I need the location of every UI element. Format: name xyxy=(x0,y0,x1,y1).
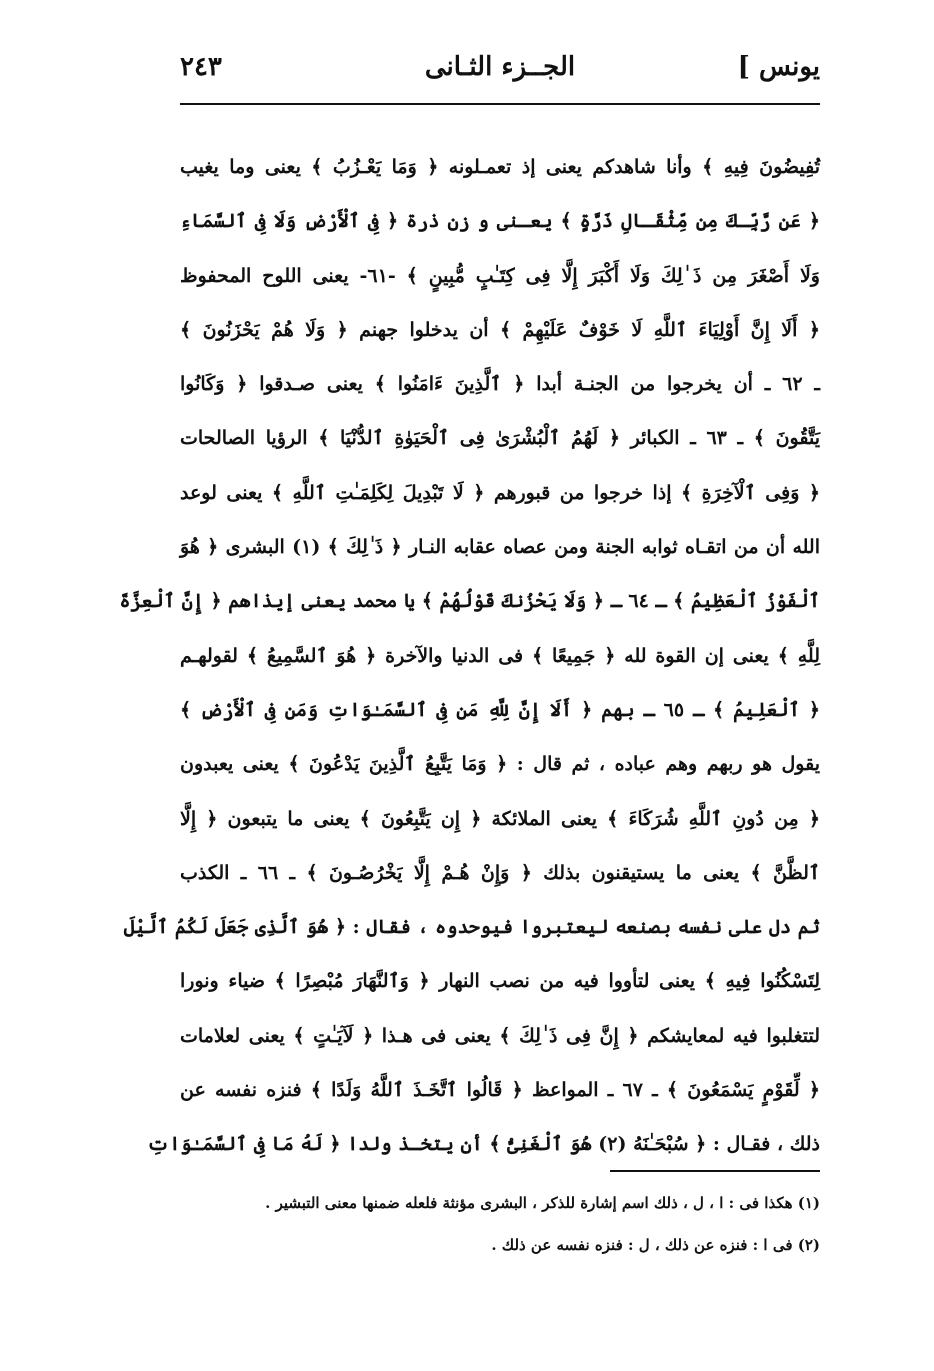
part-title: الجــزء الثـانى xyxy=(424,52,576,82)
main-text xyxy=(119,140,821,1156)
text-line: وَلَا أَصْغَرَ مِن ذَ ٰلِكَ وَلَا أَكْبَرَ إِلَّا فِى كِتَـٰبٍ مُّبِينٍ ﴾ -٦١- يعنى اللوح المحفوظ xyxy=(180,264,820,287)
text-line: ﴿ عَن رَّبِّـكَ مِن مِّثْقَـالِ ذَرَّةٍ ﴾ يعـنى و زن ذرة ﴿ فِى ٱلْأَرْضِ وَلَا فِى ٱلسَّمَاءِ xyxy=(180,210,820,233)
text-line: ﴿ وَفِى ٱلْآخِرَةِ ﴾ إذا خرجوا من قبورهم ﴿ لَا تَبْدِيلَ لِكَلِمَـٰتِ ٱللَّهِ ﴾ يعنى لوعد xyxy=(180,481,820,504)
text-line: ثم دل على نفسه بصنعه ليعتبروا فيوحدوه ، فقال : ﴿ هُوَ ٱلَّذِى جَعَلَ لَكُمُ ٱلَّيْلَ xyxy=(123,916,820,939)
text-line: لِلَّهِ ﴾ يعنى إن القوة لله ﴿ جَمِيعًا ﴾ فى الدنيا والآخرة ﴿ هُوَ ٱلسَّمِيعُ ﴾ لقولهـم xyxy=(180,644,820,667)
header-divider xyxy=(180,103,820,105)
page-number: ٢٤٣ xyxy=(180,52,222,82)
text-line: ٱلظَّنَّ ﴾ يعنى ما يستيقنون بذلك ﴿ وَإِنْ هُـمْ إِلَّا يَخْرُصُـونَ ﴾ ـ ٦٦ ـ الكذب xyxy=(180,861,821,884)
footnote-2: (٢) فى ا : فنزه عن ذلك ، ل : فنزه نفسه عن ذلك . xyxy=(491,1236,820,1254)
text-line: ﴿ ٱلْعَلِيمُ ﴾ ـ ٦٥ ـ بهم ﴿ أَلَا إِنَّ لِلَّهِ مَن فِى ٱلسَّمَـٰوَاتِ وَمَن فِى ٱلْأَرْضِ ﴾ xyxy=(180,698,821,721)
sura-title: يونس ] xyxy=(737,52,820,82)
text-line: يقول هو ربهم وهم عباده ، ثم قال : ﴿ وَمَا يَتَّبِعُ ٱلَّذِينَ يَدْعُونَ ﴾ يعنى يعبدون xyxy=(180,753,820,776)
text-line: ﴿ أَلَا إِنَّ أَوْلِيَاءَ ٱللَّهِ لَا خَوْفٌ عَلَيْهِمْ ﴾ أن يدخلوا جهنم ﴿ وَلَا هُمْ يَحْزَنُونَ ﴾ xyxy=(180,318,820,341)
text-line: ﴿ لِّقَوْمٍ يَسْمَعُونَ ﴾ ـ ٦٧ ـ المواعظ ﴿ قَالُوا ٱتَّخَـذَ ٱللَّهُ وَلَدًا ﴾ فنزه نفسه عن xyxy=(180,1079,820,1102)
text-line: يَتَّقُونَ ﴾ ـ ٦٣ ـ الكبائر ﴿ لَهُمُ ٱلْبُشْرَىٰ فِى ٱلْحَيَوٰةِ ٱلدُّنْيَا ﴾ الرؤيا الصالحات xyxy=(180,427,820,450)
text-line: تُفِيضُونَ فِيهِ ﴾ وأنا شاهدكم يعنى إذ تعمـلونه ﴿ وَمَا يَعْـزُبُ ﴾ يعنى وما يغيب xyxy=(180,156,820,178)
footnotes xyxy=(180,1182,820,1266)
text-line: ذلك ، فقـال : ﴿ سُبْحَـٰنَهُ (٢) هُوَ ٱلْغَنِىُّ ﴾ أن يتخـذ ولدا ﴿ لَهُ مَا فِى ٱلسَّمَـٰوَاتِ xyxy=(147,1133,820,1156)
text-line: ﴿ مِن دُونِ ٱللَّهِ شُرَكَاءَ ﴾ يعنى الملائكة ﴿ إِن يَتَّبِعُونَ ﴾ يعنى ما يتبعون ﴿ إِلَّا xyxy=(180,807,820,830)
footnote-1: (١) هكذا فى : ا ، ل ، ذلك اسم إشارة للذكر ، البشرى مؤنثة فلعله ضمنها معنى التبشير . xyxy=(265,1194,820,1212)
text-line: لِتَسْكُنُوا فِيهِ ﴾ يعنى لتأووا فيه من نصب النهار ﴿ وَٱلنَّهَارَ مُبْصِرًا ﴾ ضياء ونورا xyxy=(180,970,820,993)
text-line: ـ ٦٢ ـ أن يخرجوا من الجنـة أبدا ﴿ ٱلَّذِينَ ءَامَنُوا ﴾ يعنى صـدقوا ﴿ وَكَانُوا xyxy=(180,373,820,396)
text-line: ٱلْفَوْزُ ٱلْعَظِيمُ ﴾ ـ ٦٤ ـ ﴿ وَلَا يَحْزُنكَ قَوْلُهُمْ ﴾ يا محمد يعنى إيذاهم ﴿ إِنَّ ٱلْعِزَّةَ xyxy=(119,590,820,613)
footnote-divider xyxy=(610,1170,820,1172)
text-line: لتتغلبوا فيه لمعايشكم ﴿ إِنَّ فِى ذَ ٰلِكَ ﴾ يعنى فى هـذا ﴿ لَآيَـٰتٍ ﴾ يعنى لعلامات xyxy=(180,1024,820,1047)
text-line: الله أن من اتقـاه ثوابه الجنة ومن عصاه عقابه النـار ﴿ ذَ ٰلِكَ ﴾ (١) البشرى ﴿ هُوَ xyxy=(180,536,820,559)
page-header xyxy=(180,40,820,100)
